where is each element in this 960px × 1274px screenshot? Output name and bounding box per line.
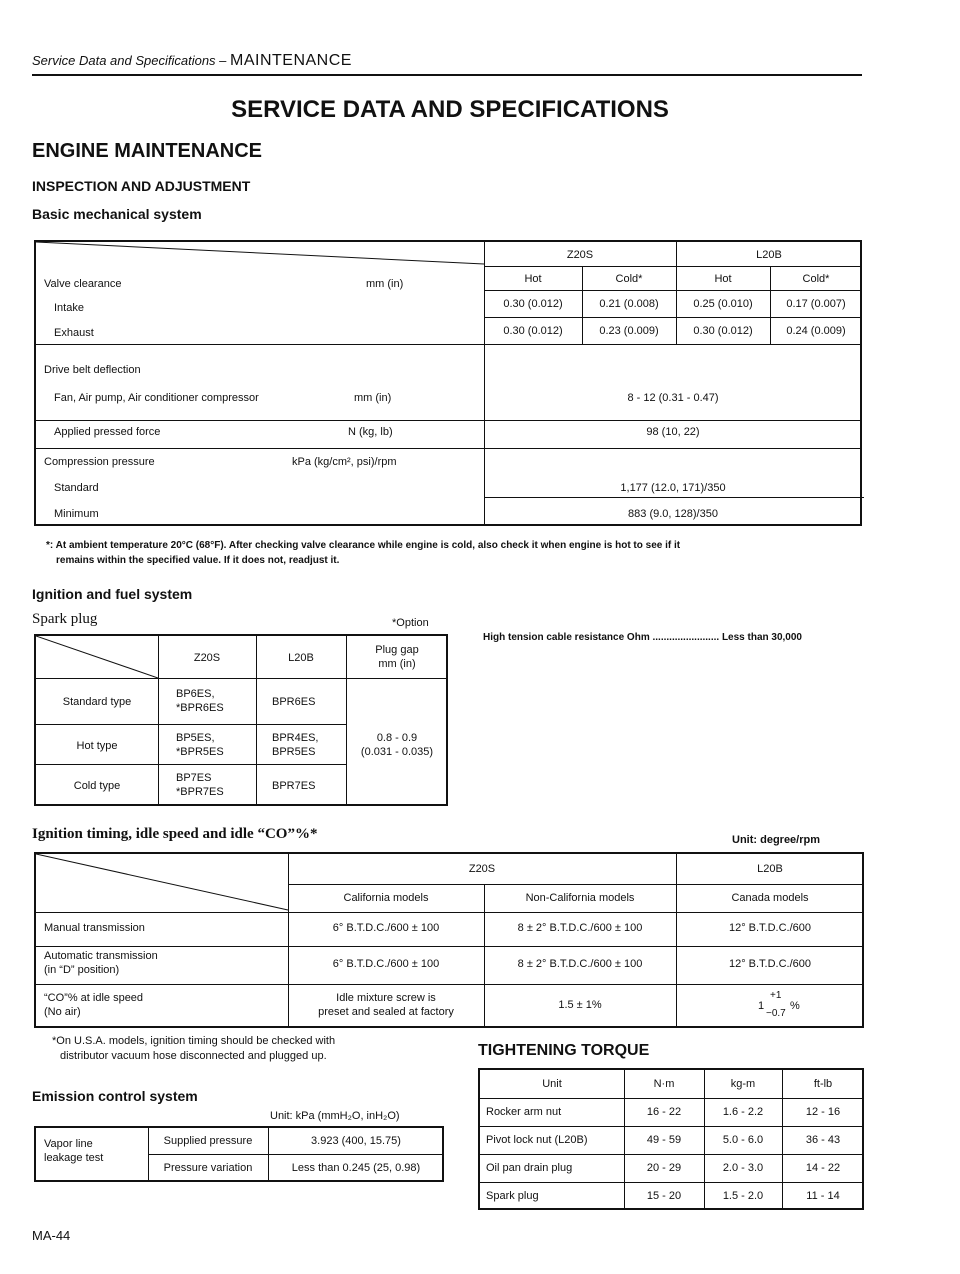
cable-resistance: High tension cable resistance Ohm ........................ Less than 30,000 (483, 632, 802, 643)
diagonal-line (36, 242, 484, 266)
col-gap-unit: mm (in) (378, 658, 416, 670)
automatic-value: 6° B.T.D.C./600 ± 100 (332, 958, 440, 970)
l20b-plug: BPR6ES (272, 696, 316, 708)
subsection-heading: INSPECTION AND ADJUSTMENT (32, 178, 251, 194)
timing-table (34, 852, 864, 1028)
torque-value: 14 - 22 (805, 1162, 841, 1174)
automatic-value: 8 ± 2° B.T.D.C./600 ± 100 (517, 958, 643, 970)
torque-col: kg-m (730, 1078, 756, 1090)
z20s-plug-option: *BPR6ES (176, 702, 224, 714)
torque-col: ft-lb (813, 1078, 833, 1090)
footnote: remains within the specified value. If it does not, readjust it. (56, 555, 340, 566)
fan-value: 8 - 12 (0.31 - 0.47) (627, 392, 719, 404)
basic-table (34, 240, 862, 526)
header-title: MAINTENANCE (230, 52, 352, 69)
drive-belt-label: Drive belt deflection (44, 364, 141, 376)
row-type: Cold type (73, 780, 121, 792)
fan-unit: mm (in) (354, 392, 392, 404)
variation-value: Less than 0.245 (25, 0.98) (291, 1162, 421, 1174)
applied-unit: N (kg, lb) (348, 426, 393, 438)
supplied-label: Supplied pressure (163, 1135, 253, 1147)
page-title: SERVICE DATA AND SPECIFICATIONS (231, 96, 669, 123)
torque-value: 16 - 22 (646, 1106, 682, 1118)
running-header (32, 52, 352, 70)
compression-label: Compression pressure (44, 456, 155, 468)
header-section: Service Data and Specifications – (32, 53, 230, 68)
col-cold: Cold* (615, 273, 643, 285)
ignition-heading: Ignition and fuel system (32, 586, 193, 602)
minimum-label: Minimum (54, 508, 99, 520)
intake-value: 0.21 (0.008) (599, 298, 659, 310)
col-z20s: Z20S (566, 249, 594, 261)
co-canada-sup: +1 (770, 990, 782, 1001)
l20b-plug: BPR7ES (272, 780, 316, 792)
manual-value: 8 ± 2° B.T.D.C./600 ± 100 (517, 922, 643, 934)
basic-heading: Basic mechanical system (32, 206, 202, 222)
manual-value: 12° B.T.D.C./600 (728, 922, 812, 934)
torque-table (478, 1068, 864, 1210)
co-canada-base: 1 (758, 1000, 765, 1012)
torque-heading: TIGHTENING TORQUE (478, 1042, 650, 1059)
col-canada: Canada models (731, 892, 809, 904)
col-l20b: L20B (757, 863, 783, 875)
co-california: preset and sealed at factory (318, 1006, 454, 1018)
co-label: “CO”% at idle speed (44, 992, 144, 1004)
exhaust-value: 0.30 (0.012) (693, 325, 753, 337)
timing-unit: Unit: degree/rpm (732, 834, 821, 846)
torque-item: Pivot lock nut (L20B) (486, 1134, 588, 1146)
col-z20s: Z20S (468, 863, 496, 875)
l20b-plug: BPR5ES (272, 746, 316, 758)
timing-note: *On U.S.A. models, ignition timing should be checked with (52, 1035, 336, 1047)
intake-value: 0.30 (0.012) (503, 298, 563, 310)
co-canada-sub: −0.7 (766, 1008, 786, 1019)
header-rule (32, 74, 862, 76)
manual-value: 6° B.T.D.C./600 ± 100 (332, 922, 440, 934)
applied-value: 98 (10, 22) (646, 426, 700, 438)
emission-heading: Emission control system (32, 1088, 198, 1104)
page-number: MA-44 (32, 1228, 71, 1243)
test-label: leakage test (44, 1152, 104, 1164)
automatic-value: 12° B.T.D.C./600 (728, 958, 812, 970)
co-canada-pct: % (790, 1000, 800, 1012)
diagonal-line (36, 636, 158, 680)
emission-unit: Unit: kPa (mmH₂O, inH₂O) (270, 1110, 400, 1122)
emission-table (34, 1126, 444, 1182)
variation-label: Pressure variation (163, 1162, 253, 1174)
torque-col: N·m (653, 1078, 675, 1090)
supplied-value: 3.923 (400, 15.75) (311, 1135, 401, 1147)
diagonal-line (36, 854, 288, 912)
plug-gap-value: 0.8 - 0.9 (376, 732, 418, 744)
row-type: Hot type (76, 740, 118, 752)
intake-value: 0.17 (0.007) (786, 298, 846, 310)
z20s-plug-option: *BPR5ES (176, 746, 224, 758)
exhaust-value: 0.23 (0.009) (599, 325, 659, 337)
automatic-label: Automatic transmission (44, 950, 158, 962)
col-cold: Cold* (802, 273, 830, 285)
co-label: (No air) (44, 1006, 81, 1018)
exhaust-value: 0.24 (0.009) (786, 325, 846, 337)
option-note: *Option (392, 617, 429, 629)
fan-label: Fan, Air pump, Air conditioner compressor (54, 392, 259, 404)
timing-heading: Ignition timing, idle speed and idle “CO”%* (32, 826, 318, 842)
torque-value: 1.5 - 2.0 (722, 1190, 764, 1202)
timing-note: distributor vacuum hose disconnected and plugged up. (60, 1050, 327, 1062)
torque-value: 15 - 20 (646, 1190, 682, 1202)
automatic-label: (in “D” position) (44, 964, 120, 976)
test-label: Vapor line (44, 1138, 93, 1150)
valve-unit: mm (in) (366, 278, 404, 290)
col-gap: Plug gap (375, 644, 419, 656)
col-hot: Hot (524, 273, 542, 285)
valve-clearance-label: Valve clearance (44, 278, 122, 290)
col-l20b: L20B (756, 249, 782, 261)
l20b-plug: BPR4ES, (272, 732, 319, 744)
z20s-plug: BP5ES, (176, 732, 215, 744)
torque-value: 2.0 - 3.0 (722, 1162, 764, 1174)
torque-value: 11 - 14 (806, 1190, 840, 1202)
col-z20s: Z20S (193, 652, 221, 664)
torque-value: 12 - 16 (805, 1106, 841, 1118)
plug-gap-value: (0.031 - 0.035) (360, 746, 434, 758)
manual-label: Manual transmission (44, 922, 145, 934)
z20s-plug-option: *BPR7ES (176, 786, 224, 798)
co-california: Idle mixture screw is (336, 992, 436, 1004)
z20s-plug: BP7ES (176, 772, 212, 784)
footnote: *: At ambient temperature 20°C (68°F). After checking valve clearance while engine is cold, also check it when engine is hot to see if it (46, 540, 681, 551)
torque-value: 5.0 - 6.0 (722, 1134, 764, 1146)
torque-value: 36 - 43 (805, 1134, 841, 1146)
intake-value: 0.25 (0.010) (693, 298, 753, 310)
torque-item: Rocker arm nut (486, 1106, 562, 1118)
standard-label: Standard (54, 482, 99, 494)
torque-value: 20 - 29 (646, 1162, 682, 1174)
exhaust-label: Exhaust (54, 327, 94, 339)
torque-item: Oil pan drain plug (486, 1162, 573, 1174)
col-non-california: Non-California models (525, 892, 635, 904)
torque-item: Spark plug (486, 1190, 539, 1202)
co-non-california: 1.5 ± 1% (558, 999, 602, 1011)
z20s-plug: BP6ES, (176, 688, 215, 700)
spark-plug-label: Spark plug (32, 611, 98, 627)
col-hot: Hot (714, 273, 732, 285)
minimum-value: 883 (9.0, 128)/350 (628, 508, 718, 520)
co-canada (758, 990, 818, 1022)
col-california: California models (343, 892, 429, 904)
section-heading: ENGINE MAINTENANCE (32, 140, 263, 162)
torque-col: Unit (542, 1078, 562, 1090)
torque-value: 49 - 59 (646, 1134, 682, 1146)
intake-label: Intake (54, 302, 84, 314)
standard-value: 1,177 (12.0, 171)/350 (620, 482, 726, 494)
torque-value: 1.6 - 2.2 (722, 1106, 764, 1118)
row-type: Standard type (62, 696, 132, 708)
col-l20b: L20B (288, 652, 314, 664)
spark-plug-table (34, 634, 448, 806)
applied-label: Applied pressed force (54, 426, 161, 438)
compression-unit: kPa (kg/cm², psi)/rpm (292, 456, 397, 468)
exhaust-value: 0.30 (0.012) (503, 325, 563, 337)
